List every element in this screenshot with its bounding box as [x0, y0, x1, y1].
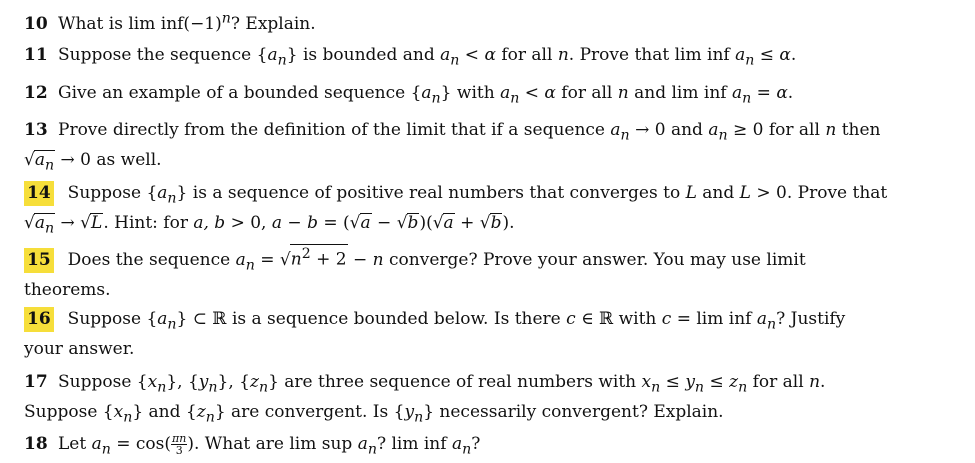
- problem-12: [24, 81, 889, 111]
- problem-text: Suppose $\{a_n\}$ is a sequence of positive real numbers that converges to L and L > 0. Prove that $√a_n \to √L$. Hint: for a, b > 0, a − b = (√a − √b)(√a + √b).: [24, 183, 888, 237]
- problem-text: What is $\lim inf(-1)^n$? Explain.: [58, 10, 316, 34]
- problem-11: [24, 43, 889, 73]
- problem-10: [24, 6, 889, 37]
- problem-number-highlighted: 16: [24, 307, 54, 332]
- problem-number-highlighted: 15: [24, 248, 54, 273]
- problem-13: [24, 118, 889, 175]
- problem-number-highlighted: 14: [24, 181, 54, 206]
- problem-text: Let $a_n = \cos$( $\frac{\pi n}{3}$ ). What are lim sup $a_n$? lim inf $a_n$?: [58, 432, 481, 458]
- problem-number: 11: [24, 45, 48, 65]
- problem-number: 13: [24, 120, 48, 140]
- problem-number: 18: [24, 434, 48, 454]
- problem-17: [24, 370, 889, 431]
- problem-text: Suppose $\{x_n\}$, $\{y_n\}$, $\{z_n\}$ are three sequence of real numbers with $x_n \le y_n \le z_n$ for all n. Suppose $\{x_n\}$ and $\{z_n\}$ are convergent. Is $\{y_n\}$ necessarily convergent? Explain.: [24, 372, 826, 426]
- problem-text: Suppose the sequence $\{a_n\}$ is bounded and $a_n < \alpha$ for all n. Prove that lim inf $a_n \le \alpha$.: [58, 45, 797, 69]
- problem-number: 12: [24, 83, 48, 103]
- problem-text: Suppose $\{a_n\}$ ⊂ ℝ is a sequence bounded below. Is there c ∈ ℝ with c = lim inf $a_n$? Justify your answer.: [24, 309, 846, 360]
- problem-text: Prove directly from the definition of the limit that if a sequence $a_n \to 0$ and $a_n \ge 0$ for all n then $√a_n \to 0$ as well.: [24, 120, 881, 174]
- problem-number: 17: [24, 372, 48, 392]
- problem-16: [24, 307, 889, 362]
- problem-15: [24, 244, 889, 303]
- fraction: $\frac{\pi n}{3}$: [172, 432, 187, 457]
- problem-14: [24, 181, 889, 238]
- problem-18: [24, 432, 889, 462]
- problem-text: Does the sequence $a_n = √n^2 + 2 - n$ converge? Prove your answer. You may use limit theorems.: [24, 246, 806, 301]
- problem-text: Give an example of a bounded sequence $\{a_n\}$ with $a_n < \alpha$ for all n and lim inf $a_n = \alpha$.: [58, 83, 794, 107]
- problem-number: 10: [24, 13, 48, 34]
